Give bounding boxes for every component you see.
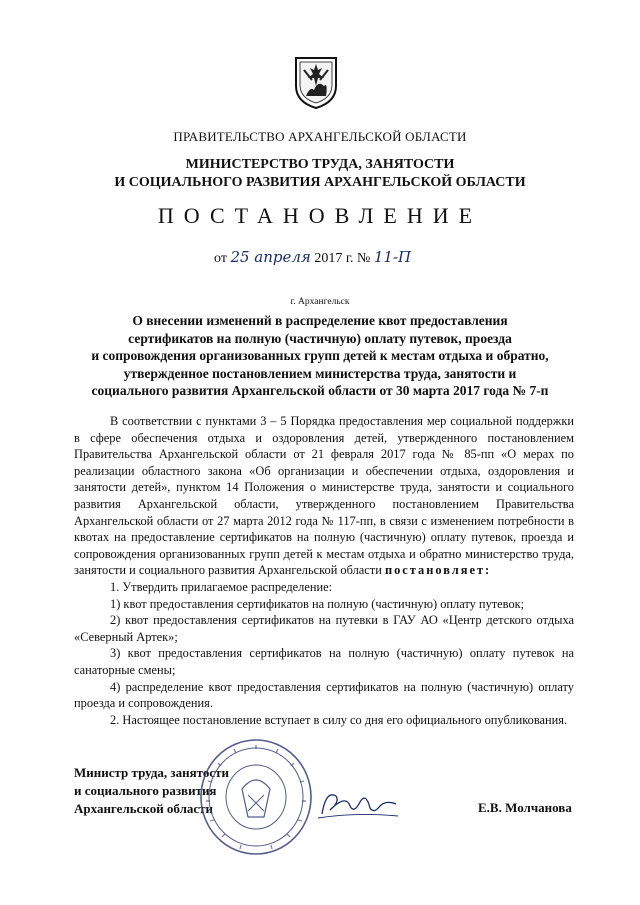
clause-paragraph: 2) квот предоставления сертификатов на путевки в ГАУ АО «Центр детского отдыха «Северный Артек»; [74, 613, 574, 644]
ministry-name [0, 156, 640, 192]
preamble-paragraph [74, 413, 574, 579]
document-body [74, 413, 574, 728]
date-number-line [214, 248, 411, 267]
document-type-title: ПОСТАНОВЛЕНИЕ [157, 203, 483, 228]
city-label: г. Архангельск [290, 297, 350, 307]
year-number-label: 2017 г. № [314, 251, 371, 266]
document-subject [0, 312, 640, 400]
government-name: ПРАВИТЕЛЬСТВО АРХАНГЕЛЬСКОЙ ОБЛАСТИ [173, 129, 467, 144]
ministry-name-line: И СОЦИАЛЬНОГО РАЗВИТИЯ АРХАНГЕЛЬСКОЙ ОБЛАСТИ [114, 175, 526, 190]
subject-line: социального развития Архангельской области от 30 марта 2017 года № 7-п [91, 383, 549, 398]
clause-paragraph: 4) распределение квот предоставления сертификатов на полную (частичную) оплату проезда и сопровождения. [74, 679, 574, 711]
position-line: Министр труда, занятости [74, 765, 230, 780]
clause-paragraph: 1. Утвердить прилагаемое распределение: [110, 579, 333, 594]
clause-paragraph: 1) квот предоставления сертификатов на полную (частичную) оплату путевок; [110, 596, 525, 611]
handwritten-signature-icon [316, 784, 400, 824]
position-line: и социального развития [74, 783, 217, 798]
signer-name: Е.В. Молчанова [478, 800, 572, 815]
preamble-text: В соответствии с пунктами 3 – 5 Порядка предоставления мер социальной поддержки в сфере обеспечения отдыха и оздоровления детей, утвержденного постановлением Правительства Архангельской области от 21 февраля 2017 года № 85-пп «О мерах по реализации областного закона «Об организации и обеспечении отдыха, оздоровления и занятости детей», пунктом 14 Положения о министерстве труда, занятости и социального развития Архангельской области, утвержденного постановлением Правительства Архангельской области от 27 марта 2012 года № 117-пп, в связи с изменением потребности в квотах на предоставление сертификатов на полную (частичную) оплату путевок, проезда и сопровождения организованных групп детей к местам отдыха и обратно министерство труда, занятости и социального развития Архангельской области [74, 414, 574, 578]
ministry-name-line: МИНИСТЕРСТВО ТРУДА, ЗАНЯТОСТИ [185, 157, 455, 172]
official-seal-icon [198, 737, 314, 857]
handwritten-date: 25 апреля [230, 248, 311, 266]
position-line: Архангельской области [74, 801, 214, 816]
subject-line: утвержденное постановлением министерства труда, занятости и [123, 365, 517, 381]
subject-line: и сопровождения организованных групп детей к местам отдыха и обратно, [91, 348, 549, 363]
subject-line: сертификатов на полную (частичную) оплату путевок, проезда [128, 330, 512, 346]
resolves-word: постановляет: [384, 563, 492, 578]
clause-paragraph: 3) квот предоставления сертификатов на полную (частичную) оплату путевок на санаторные смены; [74, 646, 574, 677]
handwritten-number: 11-П [373, 248, 412, 266]
clause-paragraph: 2. Настоящее постановление вступает в силу со дня его официального опубликования. [110, 712, 568, 727]
subject-line: О внесении изменений в распределение квот предоставления [132, 313, 508, 328]
coat-of-arms-icon [292, 56, 340, 110]
date-prefix: от [214, 251, 227, 266]
